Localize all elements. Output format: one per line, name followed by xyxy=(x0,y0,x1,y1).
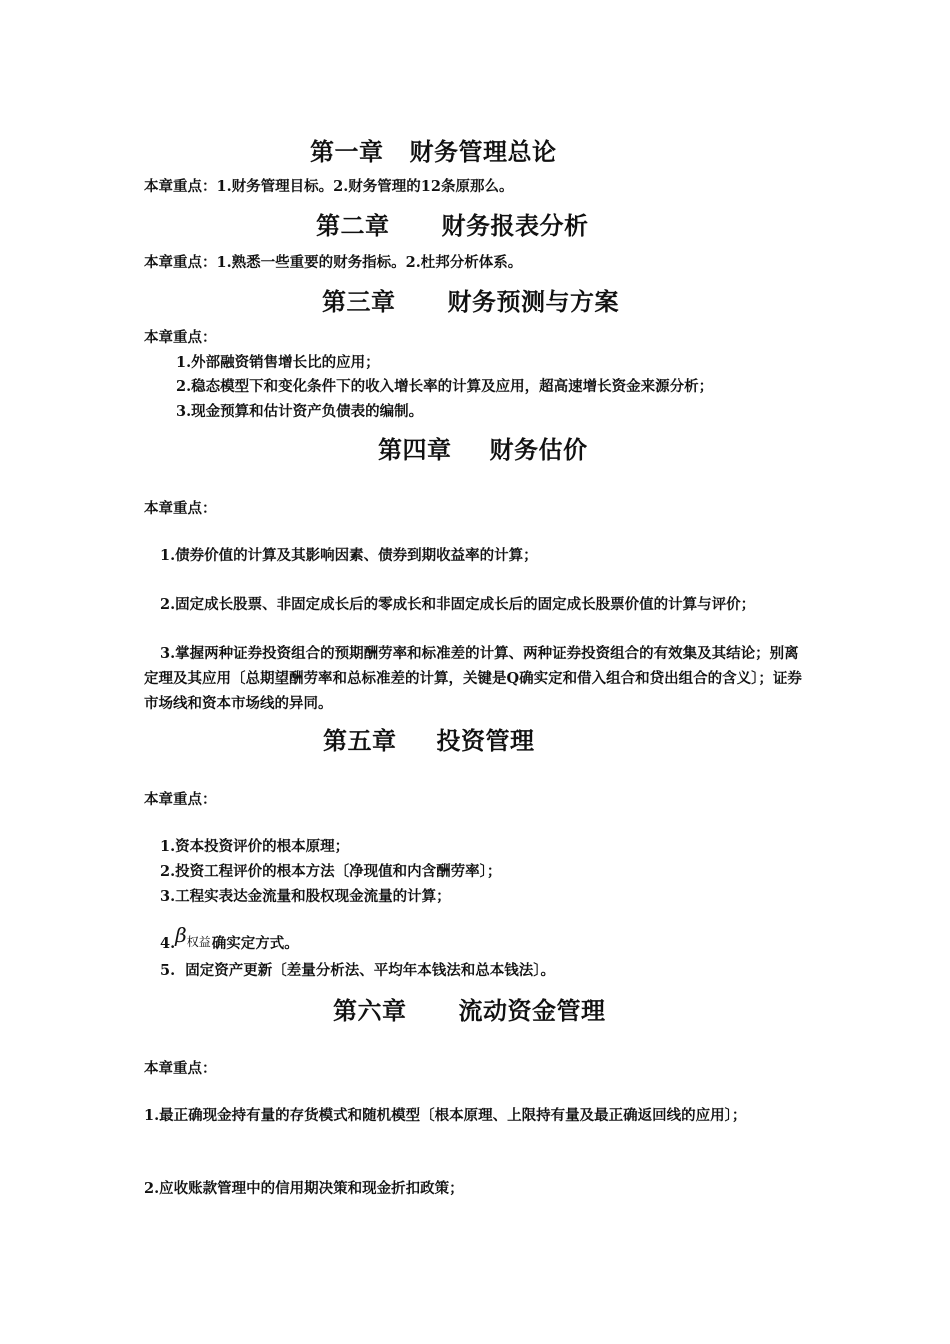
chapter-4-heading xyxy=(378,435,588,465)
chapter-4-focus-label: 本章重点： xyxy=(144,500,217,517)
beta-symbol: β xyxy=(175,923,187,947)
chapter-5-title: 投资管理 xyxy=(436,726,535,755)
chapter-6-item-2: 2.应收账款管理中的信用期决策和现金折扣政策； xyxy=(144,1180,464,1197)
chapter-4-item-1: 1.债券价值的计算及其影响因素、债券到期收益率的计算； xyxy=(160,547,538,564)
chapter-1-number: 第一章 xyxy=(310,137,384,166)
chapter-6-focus-label: 本章重点： xyxy=(144,1060,217,1077)
beta-subscript: 权益 xyxy=(186,935,211,949)
chapter-5-item-4 xyxy=(160,923,299,954)
chapter-3-title: 财务预测与方案 xyxy=(447,287,619,316)
chapter-3-item-3: 3.现金预算和估计资产负债表的编制。 xyxy=(176,403,424,420)
chapter-5-item-1: 1.资本投资评价的根本原理； xyxy=(160,838,350,855)
chapter-5-focus-label: 本章重点： xyxy=(144,791,217,808)
chapter-3-item-1: 1.外部融资销售增长比的应用； xyxy=(176,354,380,371)
chapter-1-title: 财务管理总论 xyxy=(409,137,557,166)
chapter-3-item-2: 2.稳态模型下和变化条件下的收入增长率的计算及应用，超高速增长资金来源分析； xyxy=(176,378,714,395)
chapter-5-item-3: 3.工程实表达金流量和股权现金流量的计算； xyxy=(160,888,451,905)
chapter-3-heading xyxy=(322,287,619,317)
chapter-5-item-2: 2.投资工程评价的根本方法〔净现值和内含酬劳率〕； xyxy=(160,863,502,880)
chapter-1-heading xyxy=(310,137,557,167)
chapter-4-number: 第四章 xyxy=(378,435,452,464)
chapter-4-item-2: 2.固定成长股票、非固定成长后的零成长和非固定成长后的固定成长股票价值的计算与评价； xyxy=(160,596,756,613)
chapter-5-item-4-text: 确实定方式。 xyxy=(211,935,299,952)
chapter-2-number: 第二章 xyxy=(316,211,390,240)
chapter-4-title: 财务估价 xyxy=(489,435,588,464)
chapter-3-focus-label: 本章重点： xyxy=(144,329,217,346)
chapter-2-title: 财务报表分析 xyxy=(441,211,589,240)
chapter-6-heading xyxy=(333,996,606,1026)
chapter-4-item-3: 3.掌握两种证券投资组合的预期酬劳率和标准差的计算、两种证券投资组合的有效集及其结论；别离定理及其应用〔总期望酬劳率和总标准差的计算，关键是Q确实定和借入组合和贷出组合的含义〕；证券市场线和资本市场线的异同。 xyxy=(144,645,802,712)
chapter-5-heading xyxy=(323,726,535,756)
chapter-6-number: 第六章 xyxy=(333,996,407,1025)
chapter-2-heading xyxy=(316,211,589,241)
chapter-1-focus: 本章重点：1.财务管理目标。2.财务管理的12条原那么。 xyxy=(144,178,514,195)
chapter-6-item-1: 1.最正确现金持有量的存货模式和随机模型〔根本原理、上限持有量及最正确返回线的应用〕； xyxy=(144,1107,747,1124)
chapter-2-focus: 本章重点：1.熟悉一些重要的财务指标。2.杜邦分析体系。 xyxy=(144,254,523,271)
chapter-5-number: 第五章 xyxy=(323,726,397,755)
chapter-5-item-5: 5. 固定资产更新〔差量分析法、平均年本钱法和总本钱法〕。 xyxy=(160,962,555,979)
chapter-5-item-4-number: 4. xyxy=(160,935,176,952)
chapter-3-number: 第三章 xyxy=(322,287,396,316)
chapter-6-title: 流动资金管理 xyxy=(458,996,606,1025)
